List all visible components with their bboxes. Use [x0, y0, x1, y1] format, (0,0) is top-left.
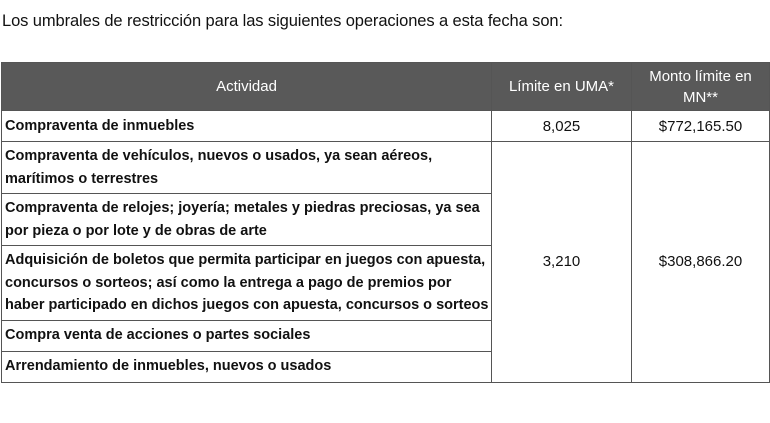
activity-cell: Adquisición de boletos que permita participar en juegos con apuesta, concursos o sorteos; así como la entrega a pago de premios por haber participado en dichos juegos con apuesta, concursos o sorteos [2, 246, 492, 321]
mn-limit-cell: $308,866.20 [632, 142, 770, 383]
header-row [2, 63, 770, 111]
uma-limit-cell: 3,210 [492, 142, 632, 383]
uma-limit-cell: 8,025 [492, 111, 632, 142]
table-row [2, 142, 770, 194]
activity-cell: Compraventa de inmuebles [2, 111, 492, 142]
activity-cell: Compra venta de acciones o partes sociales [2, 320, 492, 351]
thresholds-table [1, 62, 770, 383]
activity-cell: Compraventa de vehículos, nuevos o usados, ya sean aéreos, marítimos o terrestres [2, 142, 492, 194]
activity-cell: Arrendamiento de inmuebles, nuevos o usados [2, 351, 492, 382]
mn-limit-cell: $772,165.50 [632, 111, 770, 142]
header-uma-limit: Límite en UMA* [492, 63, 632, 111]
header-activity: Actividad [2, 63, 492, 111]
header-mn-limit: Monto límite en MN** [632, 63, 770, 111]
activity-cell: Compraventa de relojes; joyería; metales y piedras preciosas, ya sea por pieza o por lote y de obras de arte [2, 194, 492, 246]
table-row [2, 111, 770, 142]
intro-text: Los umbrales de restricción para las siguientes operaciones a esta fecha son: [2, 12, 563, 30]
